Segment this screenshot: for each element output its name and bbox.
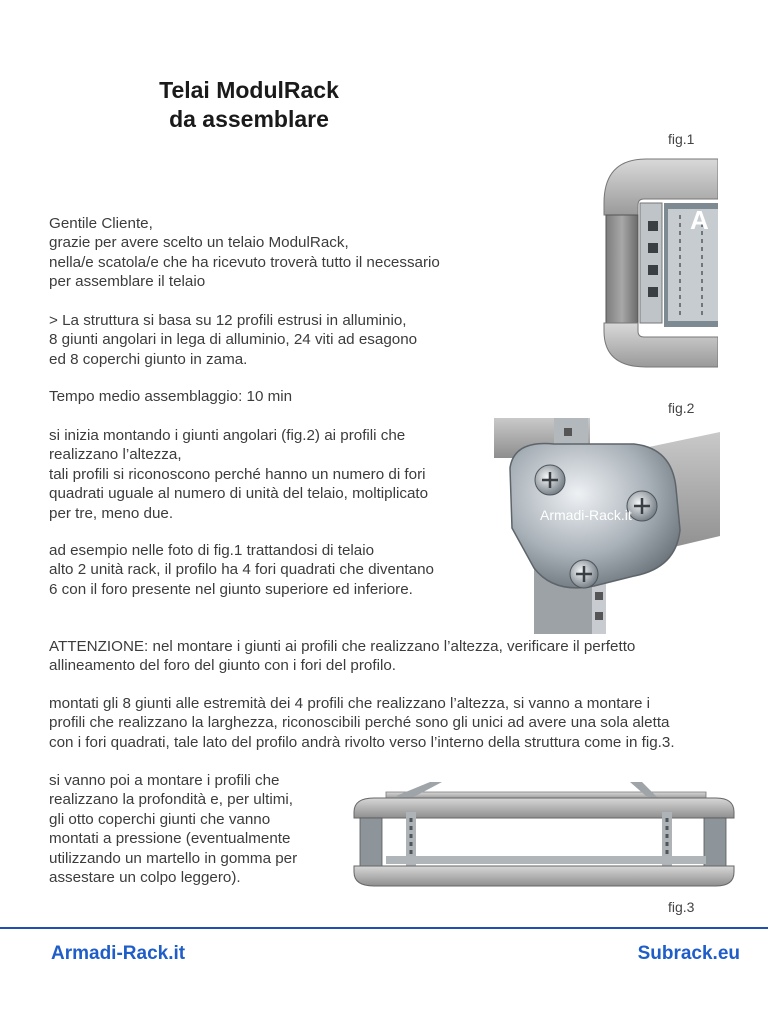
example-line: ad esempio nelle foto di fig.1 trattandosi di telaio [49,542,375,559]
step1-line: per tre, meno due. [49,504,174,522]
step1-paragraph [49,426,428,523]
warning-line: allineamento del foro del giunto con i fori del profilo. [49,657,396,675]
fig1-rack-corner-image [598,155,718,371]
step1-line: si inizia montando i giunti angolari (fig.2) ai profili che [49,427,406,444]
footer-link-subrack[interactable]: Subrack.eu [637,943,740,964]
example-line: alto 2 unità rack, il profilo ha 4 fori quadrati che diventano [49,561,434,579]
step3-line: utilizzando un martello in gomma per [49,849,298,867]
structure-line: > La struttura si basa su 12 profili estrusi in alluminio, [49,312,407,329]
fig2-corner-joint-image [494,418,720,634]
title-line-1: Telai ModulRack [159,77,339,103]
step3-line: gli otto coperchi giunti che vanno [49,810,271,828]
step3-line: si vanno poi a montare i profili che [49,772,280,789]
title-line-2: da assemblare [169,106,329,132]
step1-line: tali profili si riconoscono perché hanno un numero di fori [49,465,426,483]
warning-paragraph [49,637,635,676]
assembly-time [49,387,292,406]
fig1-watermark: A [690,205,709,235]
step1-line: quadrati uguale al numero di unità del telaio, moltiplicato [49,485,429,503]
intro-line: nella/e scatola/e che ha ricevuto troverà tutto il necessario [49,253,440,271]
structure-line: ed 8 coperchi giunto in zama. [49,350,248,368]
step3-paragraph [49,771,297,887]
intro-line: Gentile Cliente, [49,215,153,232]
fig2-label: fig.2 [668,400,695,416]
step3-line: assestare un colpo leggero). [49,869,241,887]
step2-paragraph [49,694,675,752]
intro-line: grazie per avere scelto un telaio ModulRack, [49,234,349,252]
step1-line: realizzano l’altezza, [49,446,182,464]
intro-paragraph [49,214,440,292]
footer-link-armadi-rack[interactable]: Armadi-Rack.it [51,943,186,964]
intro-line: per assemblare il telaio [49,273,206,291]
step2-line: con i fori quadrati, tale lato del profilo andrà rivolto verso l’interno della struttura come in fig.3. [49,733,675,751]
step2-line: montati gli 8 giunti alle estremità dei 4 profili che realizzano l’altezza, si vanno a montare i [49,695,651,712]
example-line: 6 con il foro presente nel giunto superiore ed inferiore. [49,580,413,598]
step3-line: realizzano la profondità e, per ultimi, [49,791,293,809]
example-paragraph [49,541,434,599]
fig3-label: fig.3 [668,899,695,915]
fig2-watermark: Armadi-Rack.it [540,507,632,523]
document-title [120,76,378,134]
fig1-label: fig.1 [668,131,695,147]
assembly-time-text: Tempo medio assemblaggio: 10 min [49,388,293,405]
structure-paragraph [49,311,417,369]
structure-line: 8 giunti angolari in lega di alluminio, 24 viti ad esagono [49,331,418,349]
footer-divider [0,927,768,929]
step2-line: profili che realizzano la larghezza, riconoscibili perché sono gli unici ad avere una sola aletta [49,714,670,732]
warning-line: ATTENZIONE: nel montare i giunti ai profili che realizzano l’altezza, verificare il perfetto [49,638,636,655]
fig3-assembled-frame-image [346,778,738,890]
step3-line: montati a pressione (eventualmente [49,830,291,848]
